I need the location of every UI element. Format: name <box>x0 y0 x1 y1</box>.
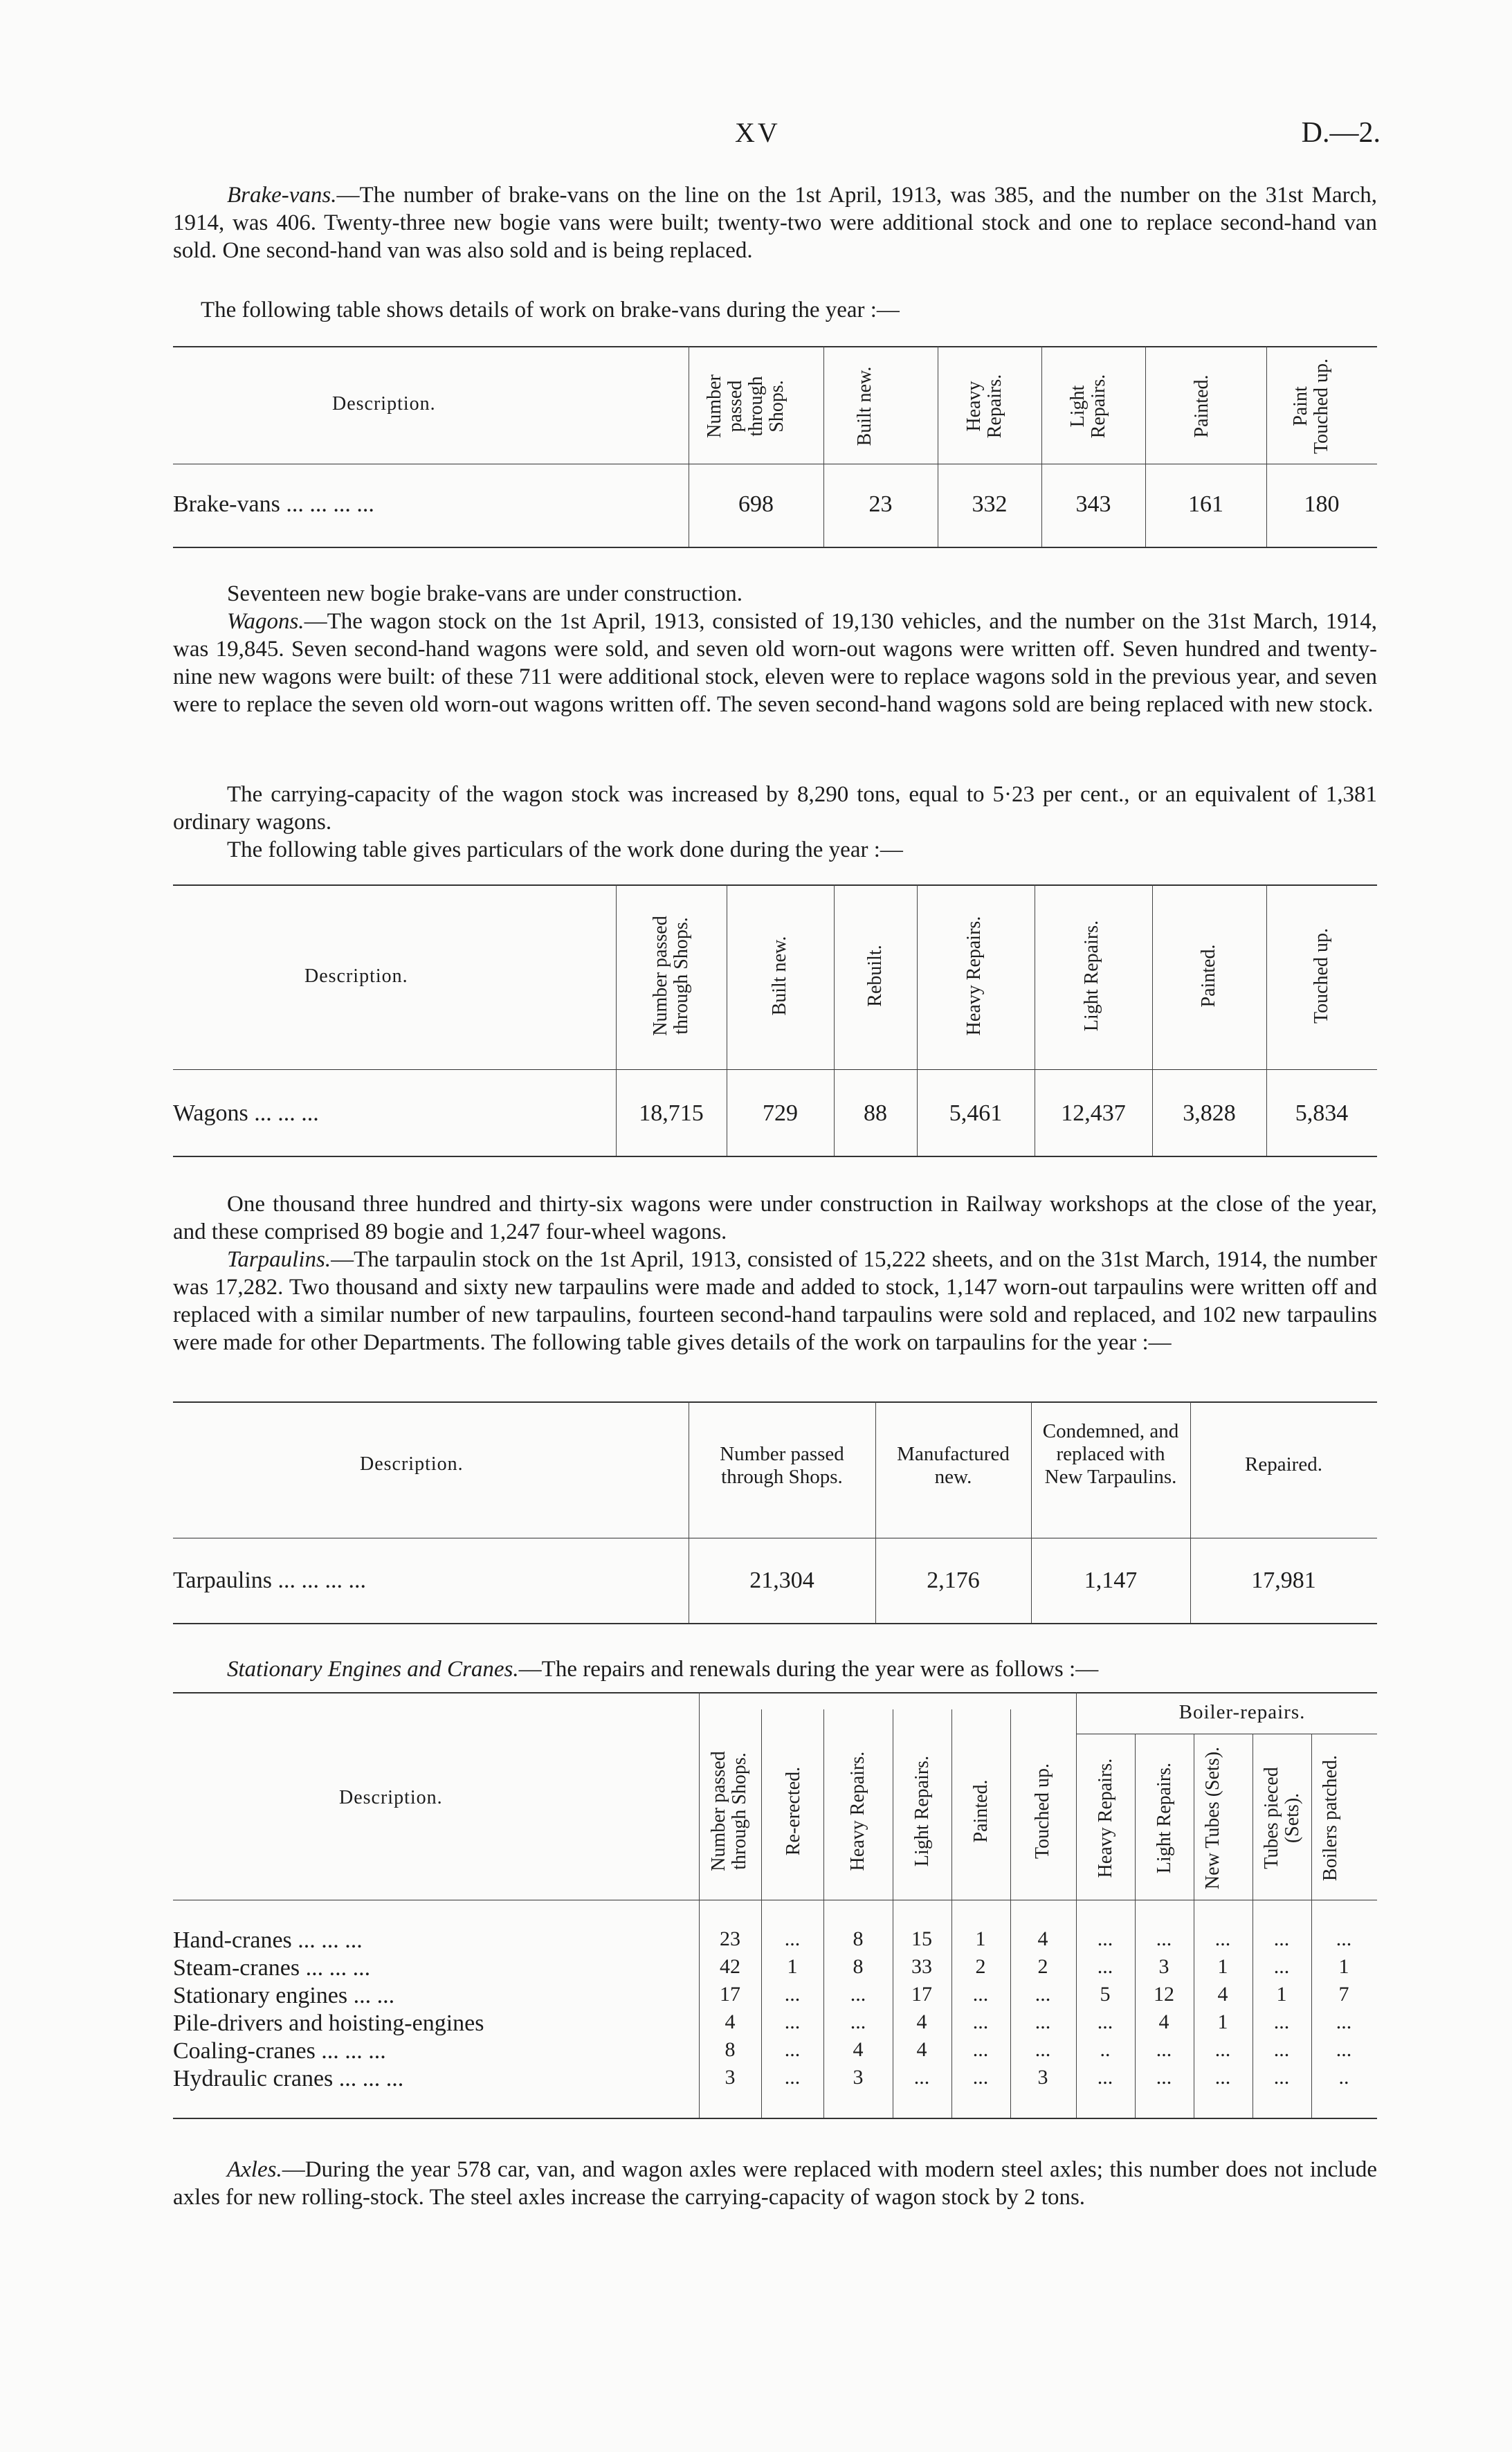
stationary-cell: 1 <box>1338 1955 1349 1978</box>
stationary-cell: ... <box>972 2010 989 2033</box>
stationary-cell: 3 <box>1158 1955 1169 1978</box>
stationary-cell: 15 <box>911 1927 932 1950</box>
stationary-cell: 4 <box>725 2010 736 2033</box>
wagons-col-touched-up: Touched up. <box>1311 928 1332 1024</box>
brake-vans-description-header: Description. <box>332 393 436 415</box>
stationary-cell: 17 <box>720 1983 740 2006</box>
stationary-cell: 3 <box>725 2066 736 2089</box>
stationary-cell: 4 <box>1217 1983 1228 2006</box>
stationary-cell: ... <box>1336 2038 1352 2061</box>
wagons-col-rebuilt: Rebuilt. <box>864 945 886 1007</box>
stationary-row-label: Steam-cranes ... ... ... <box>173 1955 371 1981</box>
stationary-row-label: Pile-drivers and hoisting-engines <box>173 2010 484 2036</box>
stationary-cell: ... <box>1214 2066 1231 2089</box>
stationary-cell: ... <box>1035 2038 1051 2061</box>
stationary-cell: ... <box>1156 2038 1172 2061</box>
stationary-cell: 33 <box>911 1955 932 1978</box>
stationary-cell: 3 <box>1037 2066 1048 2089</box>
stationary-cell: ... <box>850 2010 866 2033</box>
stationary-row-label: Hand-cranes ... ... ... <box>173 1927 363 1953</box>
stationary-cell: 4 <box>916 2010 927 2033</box>
stationary-row-label: Coaling-cranes ... ... ... <box>173 2038 386 2064</box>
stationary-description-header: Description. <box>339 1787 443 1808</box>
stationary-cell: ... <box>850 1983 866 2006</box>
stationary-paragraph: Stationary Engines and Cranes.—The repairs and renewals during the year were as follows :— <box>227 1657 1099 1682</box>
tarpaulins-col-number-passed: Number passed through Shops. <box>720 1443 844 1488</box>
stationary-cell: .. <box>1338 2066 1349 2089</box>
stationary-col-painted: Painted. <box>970 1779 992 1843</box>
wagons-table-intro: The following table gives particulars of the work done during the year :— <box>227 837 903 862</box>
stationary-cell: ... <box>1214 2038 1231 2061</box>
boiler-col-tubes-pieced: Tubes pieced (Sets). <box>1261 1767 1303 1869</box>
stationary-cell: 1 <box>1217 2010 1228 2033</box>
stationary-col-light-repairs: Light Repairs. <box>911 1755 933 1867</box>
stationary-cell: 4 <box>853 2038 864 2061</box>
stationary-cell: ... <box>1273 2066 1290 2089</box>
brake-vans-value-passed: 698 <box>738 491 774 517</box>
stationary-cell: 1 <box>1276 1983 1287 2006</box>
stationary-cell: ... <box>1156 1927 1172 1950</box>
stationary-cell: 7 <box>1338 1983 1349 2006</box>
brake-vans-heading: Brake-vans. <box>227 183 337 208</box>
stationary-col-touched-up: Touched up. <box>1032 1763 1053 1860</box>
stationary-cell: ... <box>1035 1983 1051 2006</box>
wagons-heading: Wagons. <box>227 609 304 634</box>
stationary-cell: ... <box>1097 2066 1113 2089</box>
wagons-value-passed: 18,715 <box>639 1100 704 1126</box>
tarpaulins-paragraph: Tarpaulins.—The tarpaulin stock on the 1st April, 1913, consisted of 15,222 sheets, and on the 31st March, 1914, the number was 17,282. Two thousand and sixty new tarpaulins were made and added to stock, 1,147 worn-out tarpaulins were written off and replaced with a similar number of new tarpaulins, fourteen second-hand tarpaulins were sold and replaced, and 102 new tarpaulins were made for other Departments. The following table gives details of the work on tarpaulins for the year :— <box>173 1247 1377 1355</box>
stationary-cell: ... <box>972 2066 989 2089</box>
tarpaulins-value-manufactured: 2,176 <box>927 1568 980 1593</box>
brake-vans-value-built: 23 <box>868 491 893 517</box>
tarpaulins-heading: Tarpaulins. <box>227 1247 331 1272</box>
stationary-cell: .. <box>1100 2038 1111 2061</box>
stationary-cell: ... <box>972 1983 989 2006</box>
stationary-cell: ... <box>1097 2010 1113 2033</box>
tarpaulins-col-repaired: Repaired. <box>1245 1453 1322 1475</box>
stationary-cell: 12 <box>1154 1983 1174 2006</box>
stationary-col-heavy-repairs: Heavy Repairs. <box>847 1751 868 1871</box>
wagons-value-heavy: 5,461 <box>949 1100 1003 1126</box>
wagons-value-light: 12,437 <box>1061 1100 1126 1126</box>
wagons-col-heavy-repairs: Heavy Repairs. <box>963 916 985 1036</box>
stationary-cell: 2 <box>1037 1955 1048 1978</box>
document-reference: D.—2. <box>1301 117 1381 149</box>
stationary-cell: 4 <box>1037 1927 1048 1950</box>
stationary-heading: Stationary Engines and Cranes. <box>227 1657 519 1682</box>
stationary-cell: ... <box>1273 2010 1290 2033</box>
stationary-cell: 17 <box>911 1983 932 2006</box>
tarpaulins-value-repaired: 17,981 <box>1251 1568 1316 1593</box>
page-number: XV <box>735 117 781 148</box>
brake-vans-value-painted: 161 <box>1188 491 1223 517</box>
stationary-cell: ... <box>1035 2010 1051 2033</box>
tarpaulins-col-condemned: Condemned, and replaced with New Tarpaulins. <box>1042 1420 1179 1488</box>
tarpaulins-row-label: Tarpaulins ... ... ... ... <box>173 1568 367 1593</box>
stationary-col-re-erected: Re-erected. <box>783 1766 804 1856</box>
stationary-cell: ... <box>1156 2066 1172 2089</box>
stationary-cell: 23 <box>720 1927 740 1950</box>
stationary-cell: ... <box>1336 1927 1352 1950</box>
wagons-col-built-new: Built new. <box>769 936 790 1016</box>
tarpaulins-col-manufactured: Manufactured new. <box>897 1443 1010 1488</box>
stationary-cell: 42 <box>720 1955 740 1978</box>
stationary-cell: ... <box>1336 2010 1352 2033</box>
boiler-col-heavy-repairs: Heavy Repairs. <box>1095 1758 1116 1878</box>
brake-vans-col-built-new: Built new. <box>854 366 875 446</box>
stationary-cell: ... <box>784 1983 801 2006</box>
wagons-col-light-repairs: Light Repairs. <box>1081 920 1102 1032</box>
tarpaulins-description-header: Description. <box>360 1453 464 1475</box>
brake-vans-value-heavy: 332 <box>972 491 1008 517</box>
stationary-cell: ... <box>1214 1927 1231 1950</box>
stationary-row-label: Hydraulic cranes ... ... ... <box>173 2066 404 2091</box>
wagons-capacity-paragraph: The carrying-capacity of the wagon stock was increased by 8,290 tons, equal to 5·23 per cent., or an equivalent of 1,381 ordinary wagons. <box>173 782 1377 835</box>
stationary-cell: 1 <box>1217 1955 1228 1978</box>
stationary-cell: 4 <box>1158 2010 1169 2033</box>
stationary-cell: ... <box>784 1927 801 1950</box>
axles-paragraph: Axles.—During the year 578 car, van, and wagon axles were replaced with modern steel axles; this number does not include axles for new rolling-stock. The steel axles increase the carrying-capacity of wagon stock by 2 tons. <box>173 2157 1377 2210</box>
stationary-cell: 2 <box>975 1955 986 1978</box>
stationary-cell: ... <box>1273 1955 1290 1978</box>
wagons-value-touched: 5,834 <box>1295 1100 1349 1126</box>
axles-heading: Axles. <box>227 2157 282 2182</box>
stationary-cell: 3 <box>853 2066 864 2089</box>
stationary-cell: ... <box>1097 1927 1113 1950</box>
brake-vans-col-paint-touched-up: Paint Touched up. <box>1290 358 1332 455</box>
stationary-cell: 8 <box>853 1955 864 1978</box>
boiler-col-light-repairs: Light Repairs. <box>1154 1762 1175 1874</box>
brake-vans-value-touched: 180 <box>1304 491 1340 517</box>
stationary-cell: ... <box>1273 1927 1290 1950</box>
wagons-description-header: Description. <box>304 965 408 987</box>
brake-vans-col-painted: Painted. <box>1191 374 1212 438</box>
stationary-cell: 1 <box>787 1955 798 1978</box>
brake-vans-col-number-passed: Number passed through Shops. <box>704 374 787 438</box>
tarpaulins-value-condemned: 1,147 <box>1084 1568 1138 1593</box>
stationary-cell: ... <box>913 2066 930 2089</box>
boiler-col-new-tubes: New Tubes (Sets). <box>1202 1746 1223 1890</box>
boiler-repairs-group-header: Boiler-repairs. <box>1178 1701 1306 1723</box>
wagons-construction-paragraph: One thousand three hundred and thirty-six wagons were under construction in Railway workshops at the close of the year, and these comprised 89 bogie and 1,247 four-wheel wagons. <box>173 1192 1377 1244</box>
stationary-cell: ... <box>784 2010 801 2033</box>
wagons-row-label: Wagons ... ... ... <box>173 1100 319 1126</box>
wagons-col-painted: Painted. <box>1198 944 1219 1008</box>
tarpaulins-value-passed: 21,304 <box>749 1568 814 1593</box>
stationary-cell: ... <box>1097 1955 1113 1978</box>
wagons-value-painted: 3,828 <box>1183 1100 1236 1126</box>
stationary-cell: ... <box>1273 2038 1290 2061</box>
boiler-col-boilers-patched: Boilers patched. <box>1320 1755 1341 1881</box>
brake-vans-paragraph: Brake-vans.—The number of brake-vans on the line on the 1st April, 1913, was 385, and the number on the 31st March, 1914, was 406. Twenty-three new bogie vans were built; twenty-two were additional stock and one to replace second-hand van sold. One second-hand van was also sold and is being replaced. <box>173 183 1377 263</box>
brake-vans-table-intro: The following table shows details of work on brake-vans during the year :— <box>201 298 900 323</box>
stationary-cell: ... <box>784 2038 801 2061</box>
stationary-cell: 4 <box>916 2038 927 2061</box>
stationary-cell: ... <box>784 2066 801 2089</box>
brake-vans-row-label: Brake-vans ... ... ... ... <box>173 491 374 517</box>
stationary-cell: 5 <box>1100 1983 1111 2006</box>
stationary-cell: 8 <box>725 2038 736 2061</box>
stationary-cell: ... <box>972 2038 989 2061</box>
brake-vans-construction-note: Seventeen new bogie brake-vans are under construction. <box>227 581 743 606</box>
stationary-col-number-passed: Number passed through Shops. <box>708 1751 750 1871</box>
wagons-value-rebuilt: 88 <box>864 1100 887 1126</box>
wagons-value-built: 729 <box>763 1100 798 1126</box>
brake-vans-col-heavy-repairs: Heavy Repairs. <box>963 374 1005 439</box>
wagons-col-number-passed: Number passed through Shops. <box>650 916 692 1036</box>
brake-vans-value-light: 343 <box>1075 491 1111 517</box>
stationary-row-label: Stationary engines ... ... <box>173 1983 395 2008</box>
stationary-cell: 1 <box>975 1927 986 1950</box>
brake-vans-col-light-repairs: Light Repairs. <box>1067 374 1109 439</box>
wagons-paragraph: Wagons.—The wagon stock on the 1st April, 1913, consisted of 19,130 vehicles, and the number on the 31st March, 1914, was 19,845. Seven second-hand wagons were sold, and seven old worn-out wagons were written off. Seven hundred and twenty-nine new wagons were built: of these 711 were additional stock, eleven were to replace wagons sold in the previous year, and seven were to replace the seven old worn-out wagons written off. The seven second-hand wagons sold are being replaced with new stock. <box>173 609 1377 717</box>
stationary-cell: 8 <box>853 1927 864 1950</box>
